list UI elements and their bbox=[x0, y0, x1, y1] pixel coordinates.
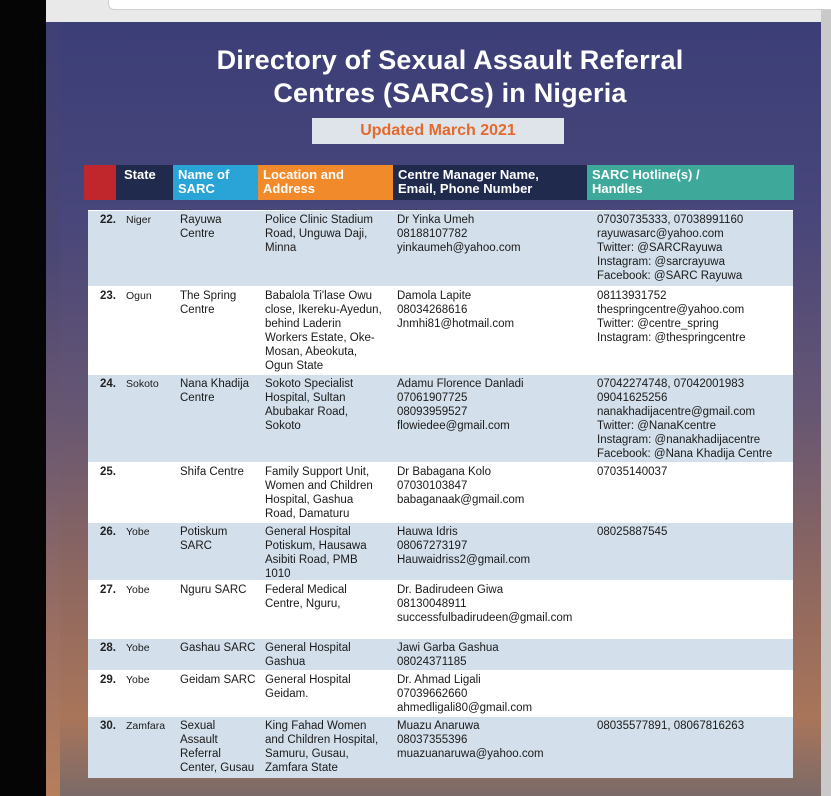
header-manager bbox=[393, 165, 587, 200]
row-manager: Dr. Badirudeen Giwa 08130048911 successfulbadirudeen@gmail.com bbox=[397, 584, 573, 624]
header-state: State bbox=[116, 165, 173, 200]
row-number: 24. bbox=[100, 378, 116, 390]
row-name: Potiskum SARC bbox=[180, 526, 228, 552]
row-hotline: 07035140037 bbox=[597, 466, 668, 478]
header-location-text: Location and Address bbox=[263, 167, 344, 196]
row-location: Babalola Ti'lase Owu close, Ikereku-Ayedun, behind Laderin Workers Estate, Oke- Mosan, Abeokuta, Ogun State bbox=[265, 290, 382, 372]
row-number: 23. bbox=[100, 290, 116, 302]
row-state: Yobe bbox=[126, 526, 150, 538]
row-number: 30. bbox=[100, 720, 116, 732]
table-row bbox=[88, 286, 793, 374]
updated-badge: Updated March 2021 bbox=[312, 118, 564, 144]
row-hotline bbox=[593, 581, 793, 638]
page-background bbox=[60, 22, 821, 796]
row-manager: Damola Lapite 08034268616 Jnmhi81@hotmail.com bbox=[397, 290, 515, 330]
row-location: General Hospital Gashua bbox=[265, 642, 351, 668]
sarc-table bbox=[88, 210, 793, 778]
header-number-column bbox=[84, 165, 116, 200]
row-name: Geidam SARC bbox=[180, 674, 256, 686]
row-state: Yobe bbox=[126, 642, 150, 654]
row-name: Shifa Centre bbox=[180, 466, 244, 478]
row-hotline bbox=[593, 671, 793, 716]
viewer-left-margin bbox=[0, 0, 46, 796]
title-line-1: Directory of Sexual Assault Referral bbox=[216, 45, 684, 75]
row-number: 29. bbox=[100, 674, 116, 686]
row-state bbox=[122, 463, 176, 522]
row-manager: Muazu Anaruwa 08037355396 muazuanaruwa@yahoo.com bbox=[397, 720, 544, 760]
row-hotline: 08113931752 thespringcentre@yahoo.com Twitter: @centre_spring Instagram: @thespringcentre bbox=[597, 290, 746, 344]
page-title bbox=[180, 44, 720, 110]
row-location: Sokoto Specialist Hospital, Sultan Abubakar Road, Sokoto bbox=[265, 378, 354, 432]
row-number: 26. bbox=[100, 526, 116, 538]
row-hotline: 08025887545 bbox=[597, 526, 668, 538]
row-name: Rayuwa Centre bbox=[180, 214, 222, 240]
row-name: Gashau SARC bbox=[180, 642, 256, 654]
row-manager: Dr. Ahmad Ligali 07039662660 ahmedligali80@gmail.com bbox=[397, 674, 533, 714]
row-hotline bbox=[593, 639, 793, 670]
header-hotline bbox=[587, 165, 794, 200]
header-name-of-sarc bbox=[173, 165, 258, 200]
row-manager: Jawi Garba Gashua 08024371185 bbox=[397, 642, 499, 668]
header-manager-text: Centre Manager Name, Email, Phone Number bbox=[398, 167, 539, 196]
row-location: General Hospital Geidam. bbox=[265, 674, 351, 700]
viewer-scrollbar[interactable] bbox=[821, 0, 831, 796]
directory-page bbox=[46, 22, 821, 796]
row-manager: Adamu Florence Danladi 07061907725 08093959527 flowiedee@gmail.com bbox=[397, 378, 524, 432]
row-hotline: 08035577891, 08067816263 bbox=[597, 720, 745, 732]
row-number: 27. bbox=[100, 584, 116, 596]
header-hotline-text: SARC Hotline(s) / Handles bbox=[592, 167, 700, 196]
table-row bbox=[88, 716, 793, 778]
table-row bbox=[88, 522, 793, 580]
row-hotline: 07042274748, 07042001983 09041625256 nanakhadijacentre@gmail.com Twitter: @NanaKcentre Instagram: @nanakhadijacentre Facebook: @Nana Khadija Centre bbox=[597, 378, 773, 460]
row-number: 28. bbox=[100, 642, 116, 654]
row-manager: Dr Babagana Kolo 07030103847 babaganaak@gmail.com bbox=[397, 466, 525, 506]
previous-page-card bbox=[108, 0, 831, 10]
row-name: Sexual Assault Referral Center, Gusau bbox=[180, 720, 255, 774]
table-row bbox=[88, 580, 793, 638]
row-name: Nguru SARC bbox=[180, 584, 247, 596]
table-row bbox=[88, 374, 793, 462]
row-location: General Hospital Potiskum, Hausawa Asibiti Road, PMB 1010 bbox=[265, 526, 367, 580]
row-location: Police Clinic Stadium Road, Unguwa Daji, Minna bbox=[265, 214, 374, 254]
header-name-text: Name of SARC bbox=[178, 167, 230, 196]
table-row bbox=[88, 638, 793, 670]
previous-page-edge bbox=[46, 0, 821, 22]
row-manager: Hauwa Idris 08067273197 Hauwaidriss2@gmail.com bbox=[397, 526, 531, 566]
row-number: 22. bbox=[100, 214, 116, 226]
row-number: 25. bbox=[100, 466, 116, 478]
row-state: Niger bbox=[126, 214, 152, 226]
row-location: Family Support Unit, Women and Children Hospital, Gashua Road, Damaturu bbox=[265, 466, 373, 520]
row-state: Ogun bbox=[126, 290, 152, 302]
row-name: The Spring Centre bbox=[180, 290, 237, 316]
row-hotline: 07030735333, 07038991160 rayuwasarc@yahoo.com Twitter: @SARCRayuwa Instagram: @sarcrayuwa Facebook: @SARC Rayuwa bbox=[597, 214, 744, 282]
title-line-2: Centres (SARCs) in Nigeria bbox=[273, 78, 627, 108]
row-state: Sokoto bbox=[126, 378, 159, 390]
table-row bbox=[88, 462, 793, 522]
row-state: Zamfara bbox=[126, 720, 166, 732]
row-location: King Fahad Women and Children Hospital, Samuru, Gusau, Zamfara State bbox=[265, 720, 379, 774]
row-name: Nana Khadija Centre bbox=[180, 378, 250, 404]
row-state: Yobe bbox=[126, 584, 150, 596]
header-location bbox=[258, 165, 393, 200]
table-row bbox=[88, 210, 793, 286]
row-manager: Dr Yinka Umeh 08188107782 yinkaumeh@yahoo.com bbox=[397, 214, 521, 254]
row-location: Federal Medical Centre, Nguru, bbox=[265, 584, 347, 610]
table-row bbox=[88, 670, 793, 716]
row-state: Yobe bbox=[126, 674, 150, 686]
